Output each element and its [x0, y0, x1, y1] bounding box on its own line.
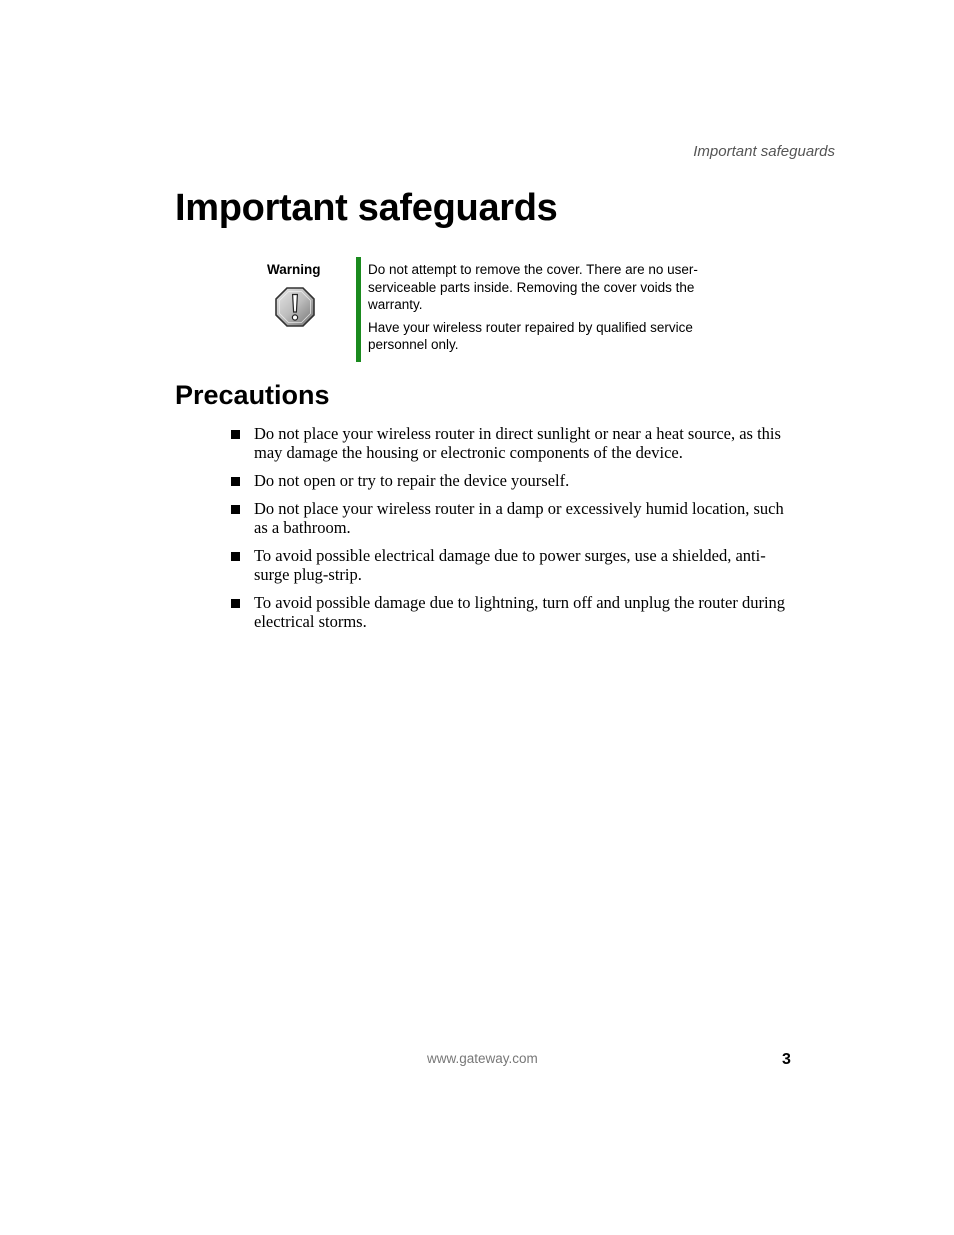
list-item-text: To avoid possible electrical damage due to power surges, use a shielded, anti-surge plug-strip.	[254, 546, 766, 584]
square-bullet-icon	[231, 505, 240, 514]
warning-callout	[175, 257, 735, 362]
list-item-text: Do not place your wireless router in a damp or excessively humid location, such as a bathroom.	[254, 499, 784, 537]
warning-accent-bar	[356, 257, 361, 362]
square-bullet-icon	[231, 477, 240, 486]
list-item-text: To avoid possible damage due to lightning, turn off and unplug the router during electrical storms.	[254, 593, 786, 631]
precautions-heading: Precautions	[175, 380, 330, 410]
page-number: 3	[782, 1051, 791, 1068]
square-bullet-icon	[231, 599, 240, 608]
square-bullet-icon	[231, 552, 240, 561]
warning-label: Warning	[267, 262, 321, 277]
list-item-text: Do not open or try to repair the device yourself.	[254, 471, 570, 490]
list-item	[229, 499, 799, 537]
page-title: Important safeguards	[175, 187, 558, 229]
square-bullet-icon	[231, 430, 240, 439]
warning-paragraph: Do not attempt to remove the cover. There are no user-serviceable parts inside. Removing the cover voids the warranty.	[368, 262, 698, 312]
precautions-list	[229, 424, 799, 640]
warning-text	[368, 261, 738, 359]
footer-url: www.gateway.com	[427, 1051, 538, 1066]
list-item	[229, 424, 799, 462]
warning-paragraph: Have your wireless router repaired by qualified service personnel only.	[368, 319, 693, 352]
list-item	[229, 471, 799, 490]
list-item-text: Do not place your wireless router in direct sunlight or near a heat source, as this may damage the housing or electronic components of the device.	[254, 424, 781, 462]
warning-icon	[274, 286, 316, 328]
list-item	[229, 593, 799, 631]
running-header: Important safeguards	[693, 143, 835, 160]
list-item	[229, 546, 799, 584]
